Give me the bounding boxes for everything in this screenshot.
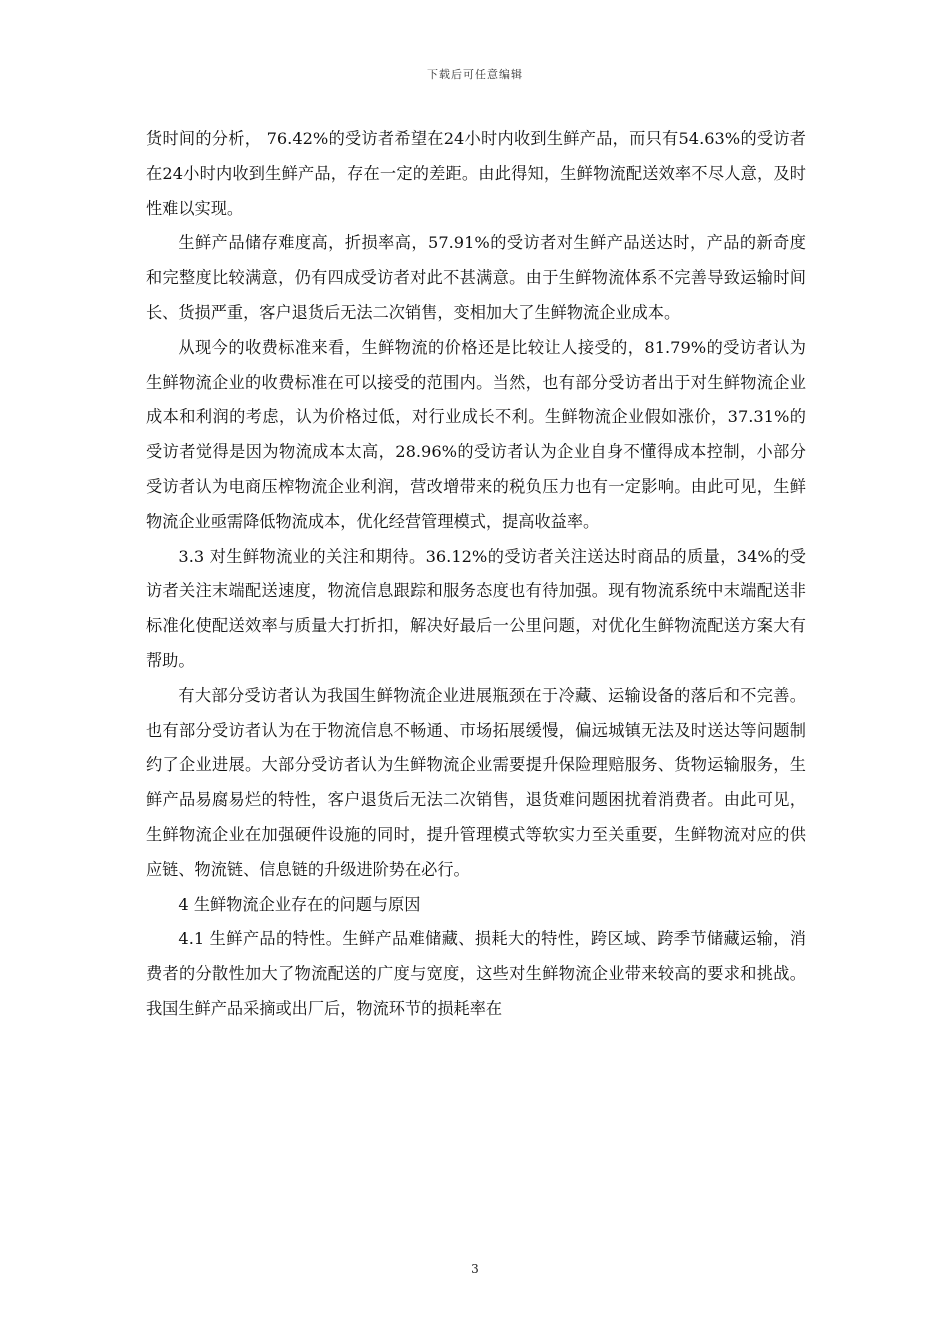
page-header: 下载后可任意编辑 (427, 68, 523, 81)
paragraph: 3.3 对生鲜物流业的关注和期待。36.12%的受访者关注送达时商品的质量，34%的受访者关注末端配送速度，物流信息跟踪和服务态度也有待加强。现有物流系统中末端配送非标准化使配送效率与质量大打折扣，解决好最后一公里问题，对优化生鲜物流配送方案大有帮助。 (146, 546, 806, 670)
paragraph: 4.1 生鲜产品的特性。生鲜产品难储藏、损耗大的特性，跨区域、跨季节储藏运输，消费者的分散性加大了物流配送的广度与宽度，这些对生鲜物流企业带来较高的要求和挑战。我国生鲜产品采摘或出厂后，物流环节的损耗率在 (146, 929, 806, 1018)
section-heading: 4 生鲜物流企业存在的问题与原因 (178, 894, 421, 914)
page-number: 3 (471, 1262, 479, 1276)
paragraph: 生鲜产品储存难度高，折损率高，57.91%的受访者对生鲜产品送达时，产品的新奇度和完整度比较满意，仍有四成受访者对此不甚满意。由于生鲜物流体系不完善导致运输时间长、货损严重，客户退货后无法二次销售，变相加大了生鲜物流企业成本。 (146, 233, 806, 322)
document-body (146, 122, 806, 1027)
paragraph: 有大部分受访者认为我国生鲜物流企业进展瓶颈在于冷藏、运输设备的落后和不完善。也有部分受访者认为在于物流信息不畅通、市场拓展缓慢，偏远城镇无法及时送达等问题制约了企业进展。大部分受访者认为生鲜物流企业需要提升保险理赔服务、货物运输服务，生鲜产品易腐易烂的特性，客户退货后无法二次销售，退货难问题困扰着消费者。由此可见，生鲜物流企业在加强硬件设施的同时，提升管理模式等软实力至关重要，生鲜物流对应的供应链、物流链、信息链的升级进阶势在必行。 (146, 685, 806, 879)
paragraph: 从现今的收费标准来看，生鲜物流的价格还是比较让人接受的，81.79%的受访者认为生鲜物流企业的收费标准在可以接受的范围内。当然，也有部分受访者出于对生鲜物流企业成本和利润的考虑，认为价格过低，对行业成长不利。生鲜物流企业假如涨价，37.31%的受访者觉得是因为物流成本太高，28.96%的受访者认为企业自身不懂得成本控制，小部分受访者认为电商压榨物流企业利润，营改增带来的税负压力也有一定影响。由此可见，生鲜物流企业亟需降低物流成本，优化经营管理模式，提高收益率。 (146, 337, 806, 531)
paragraph: 货时间的分析， 76.42%的受访者希望在24小时内收到生鲜产品，而只有54.63%的受访者在24小时内收到生鲜产品，存在一定的差距。由此得知，生鲜物流配送效率不尽人意，及时性难以实现。 (146, 129, 806, 218)
